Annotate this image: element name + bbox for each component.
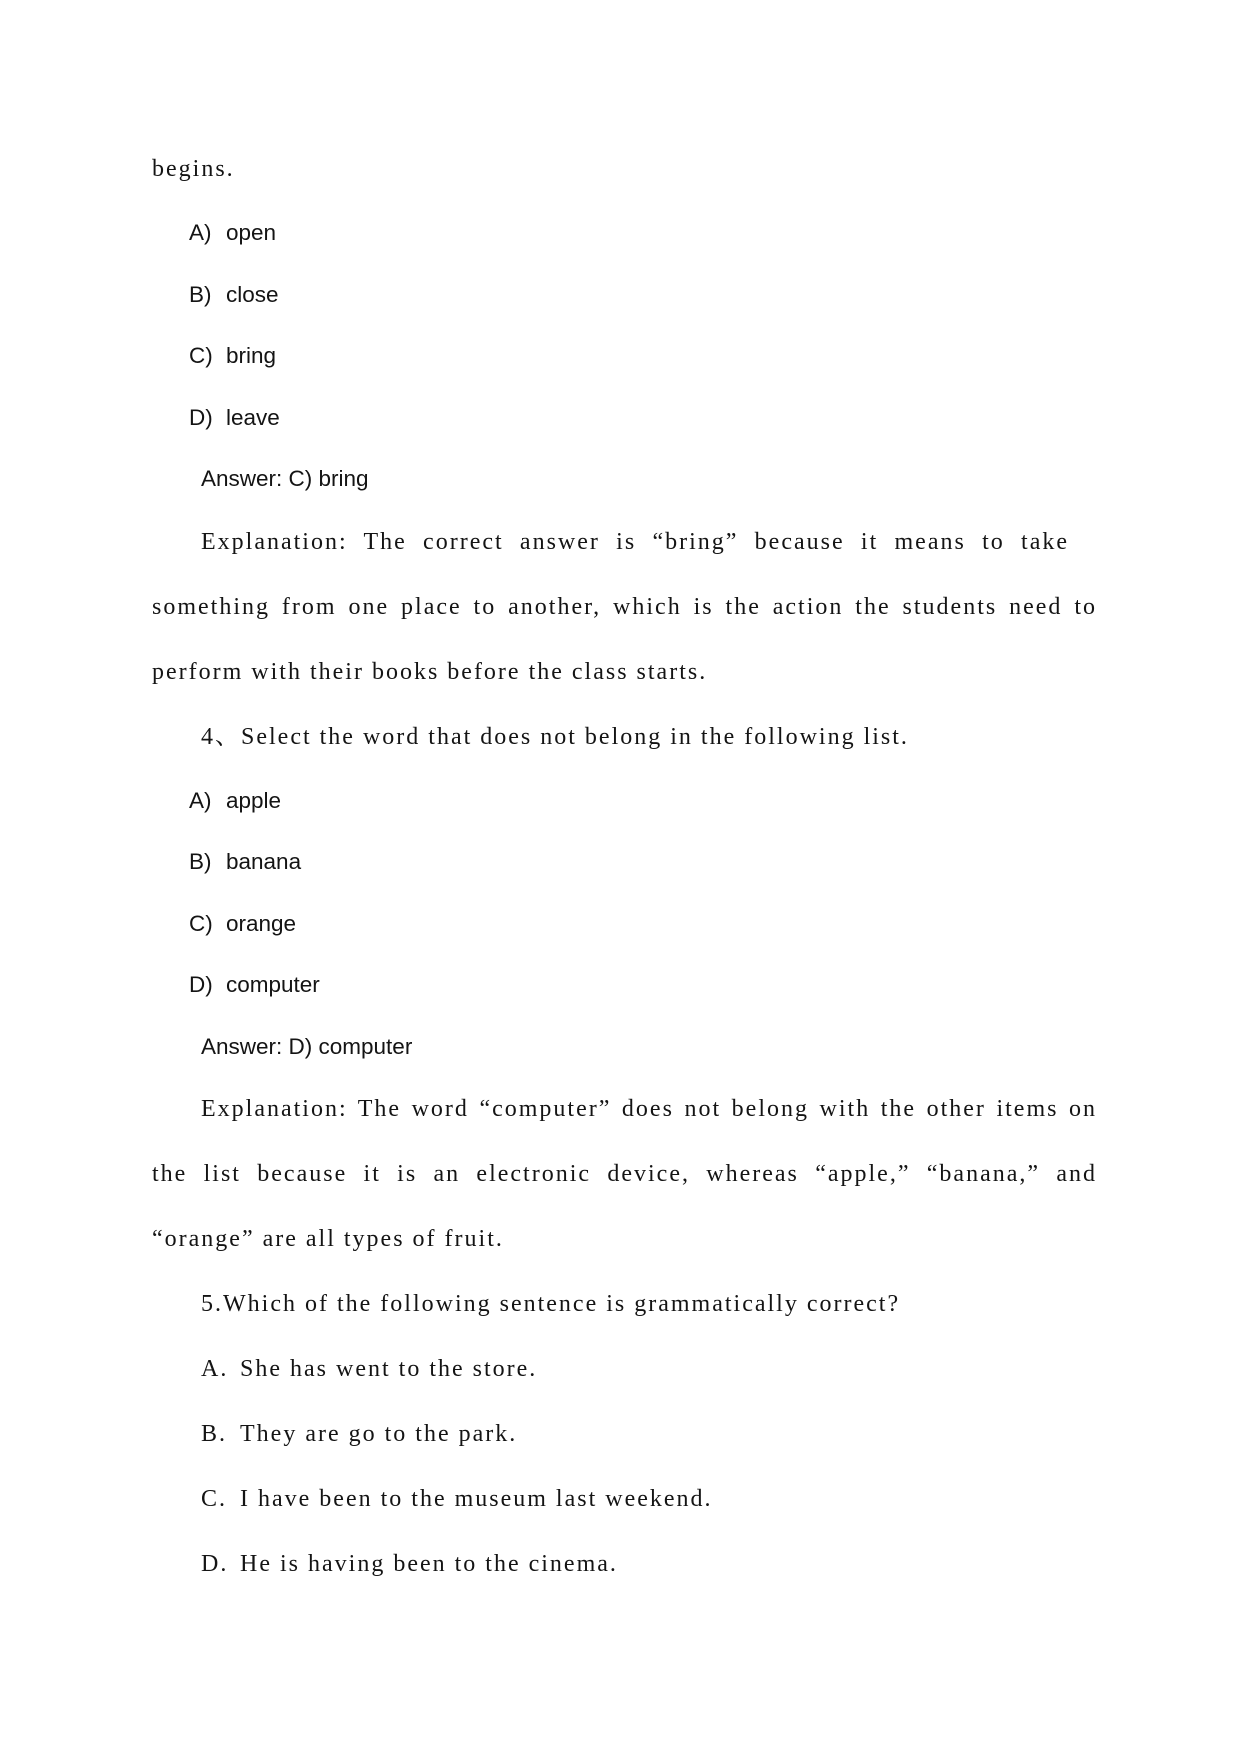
question-3-stem-continuation: begins. <box>152 156 235 182</box>
option-label: C. <box>201 1486 228 1512</box>
question-4-stem: 4、Select the word that does not belong in the following list. <box>201 723 909 750</box>
question-5-stem: 5.Which of the following sentence is grammatically correct? <box>201 1291 901 1317</box>
option-text: leave <box>226 404 280 430</box>
option-text: close <box>226 281 279 307</box>
option-text: orange <box>226 910 297 936</box>
page-content <box>152 137 1097 1597</box>
question-5-option-d <box>152 1532 1097 1597</box>
question-3-explanation-line-1: Explanation: The correct answer is “bring” because it means to take <box>201 528 1069 555</box>
option-label: A. <box>201 1356 229 1382</box>
option-label: B) <box>189 281 212 307</box>
question-3-answer: Answer: C) bring <box>201 466 369 491</box>
question-4-option-a <box>152 770 1097 832</box>
question-5-option-a <box>152 1337 1097 1402</box>
question-5-option-b <box>152 1402 1097 1467</box>
question-3-option-a <box>152 202 1097 264</box>
option-label: A) <box>189 787 212 813</box>
option-label: D) <box>189 972 213 997</box>
question-4-explanation-line-3: “orange” are all types of fruit. <box>152 1226 504 1252</box>
option-label: C) <box>189 910 213 936</box>
option-text: I have been to the museum last weekend. <box>240 1486 713 1512</box>
option-label: A) <box>189 220 212 245</box>
question-3-explanation-line-2: something from one place to another, which is the action the students need to <box>152 593 1097 620</box>
question-5-option-c <box>152 1467 1097 1532</box>
question-3-option-c <box>152 325 1097 387</box>
option-label: B. <box>201 1421 228 1447</box>
option-label: C) <box>189 343 213 368</box>
question-3-explanation-line-3: perform with their books before the class starts. <box>152 658 708 685</box>
option-label: D) <box>189 404 213 430</box>
option-text: They are go to the park. <box>240 1421 518 1447</box>
question-4-option-b <box>152 831 1097 893</box>
option-label: B) <box>189 849 212 874</box>
question-4-explanation-line-2: the list because it is an electronic device, whereas “apple,” “banana,” and <box>152 1161 1097 1187</box>
question-4-explanation-line-1: Explanation: The word “computer” does not belong with the other items on <box>201 1096 1097 1122</box>
option-text: He is having been to the cinema. <box>240 1551 618 1577</box>
option-text: computer <box>226 972 320 997</box>
option-text: apple <box>226 787 282 813</box>
question-4-option-c <box>152 893 1097 955</box>
option-text: She has went to the store. <box>240 1356 538 1382</box>
option-label: D. <box>201 1551 229 1577</box>
question-3-option-d <box>152 387 1097 449</box>
option-text: banana <box>226 849 302 874</box>
question-4-option-d <box>152 954 1097 1016</box>
question-4-answer: Answer: D) computer <box>201 1033 413 1059</box>
option-text: open <box>226 220 277 245</box>
option-text: bring <box>226 343 277 368</box>
question-3-option-b <box>152 264 1097 326</box>
